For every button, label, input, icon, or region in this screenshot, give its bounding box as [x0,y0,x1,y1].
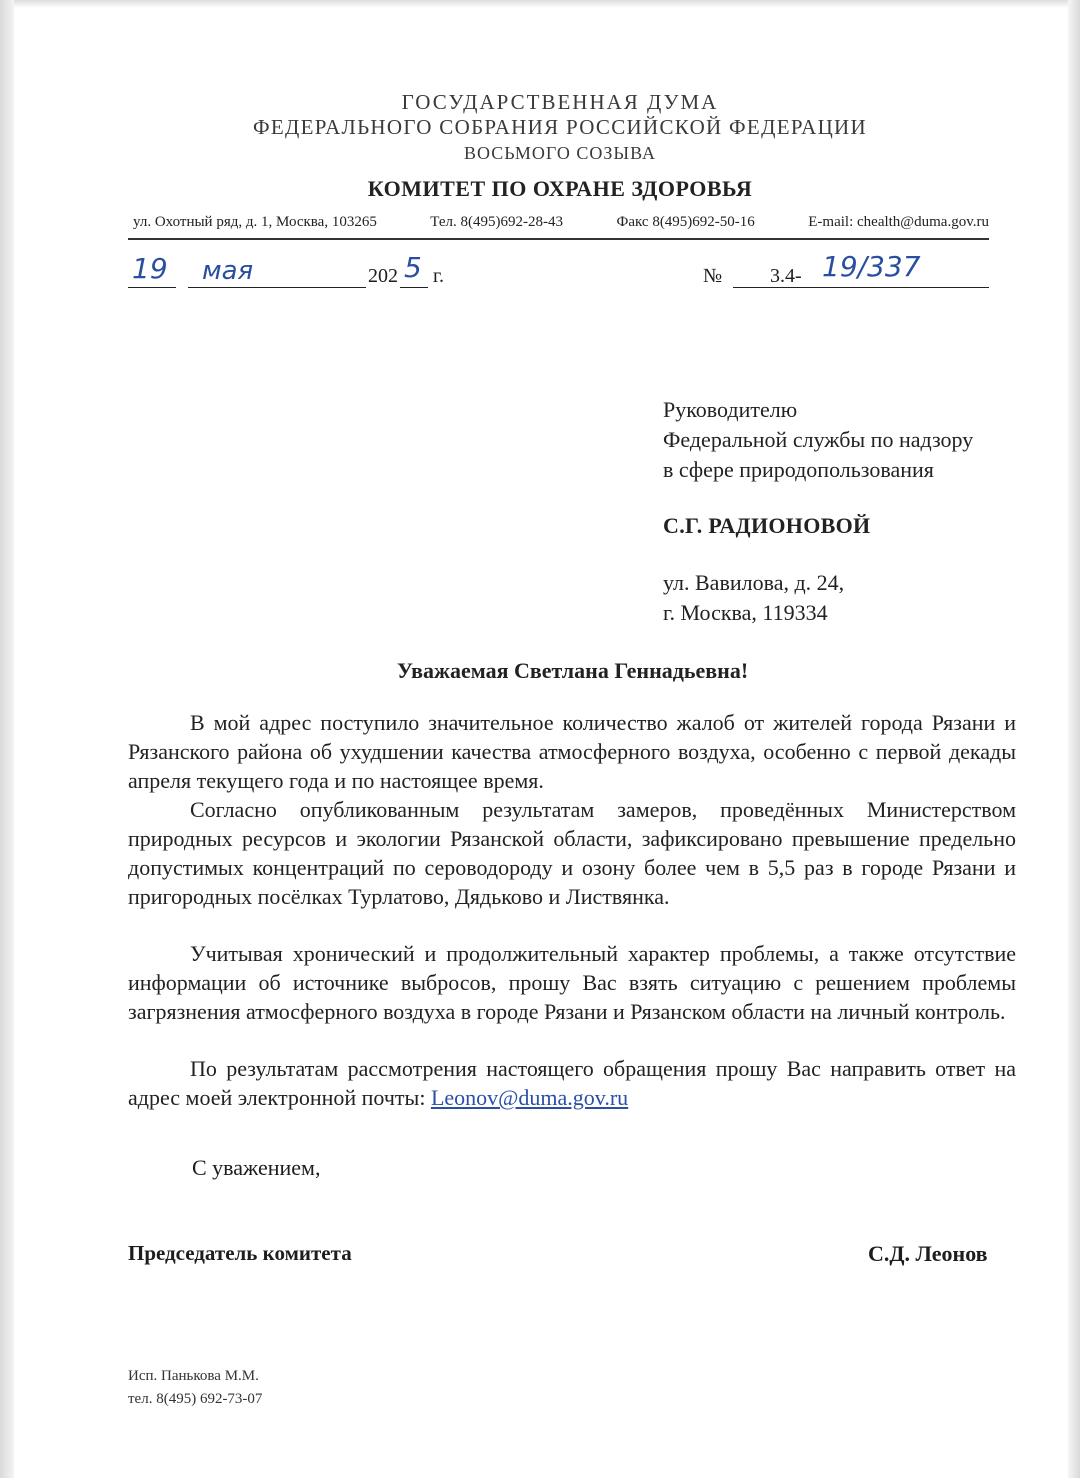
executor-phone: тел. 8(495) 692-73-07 [128,1391,263,1407]
recipient-line1: Руководителю [663,397,798,422]
recipient-address2: г. Москва, 119334 [663,600,828,625]
recipient-line2: Федеральной службы по надзору [663,427,974,452]
page-edge-top [0,0,1080,8]
number-handwritten: 19/337 [822,250,921,283]
contact-email: E-mail: chealth@duma.gov.ru [808,214,989,230]
contact-fax: Факс 8(495)692-50-16 [616,214,755,230]
contact-address: ул. Охотный ряд, д. 1, Москва, 103265 [133,214,377,230]
contact-phone: Тел. 8(495)692-28-43 [430,214,564,230]
date-day: 19 [132,252,168,285]
header-duma: ГОСУДАРСТВЕННАЯ ДУМА [401,90,719,114]
date-year-digit: 5 [404,251,422,284]
signature-position: Председатель комитета [128,1241,352,1265]
page-edge-left [0,0,14,1478]
executor-name: Исп. Панькова М.М. [128,1368,259,1384]
header-contacts [133,214,989,231]
header-federal-assembly: ФЕДЕРАЛЬНОГО СОБРАНИЯ РОССИЙСКОЙ ФЕДЕРАЦИИ [253,115,867,139]
page-edge-right [1068,0,1080,1478]
email-link[interactable]: Leonov@duma.gov.ru [430,1085,629,1110]
signature-name: С.Д. Леонов [868,1241,988,1266]
body-paragraph-2: Согласно опубликованным результатам замеров, проведённых Министерством природных ресурсов и экологии Рязанской области, зафиксировано превышение предельно допустимых концентраций по сероводороду и озону более чем в 5,5 раз в городе Рязани и пригородных посёлках Турлатово, Дядьково и Листвянка. [128,797,1016,909]
body-paragraph-1: В мой адрес поступило значительное количество жалоб от жителей города Рязани и Рязанского района об ухудшении качества атмосферного воздуха, особенно с первой декады апреля текущего года и по настоящее время. [128,710,1016,793]
date-year-suffix: г. [433,265,444,287]
recipient-name: С.Г. РАДИОНОВОЙ [663,513,871,538]
recipient-line3: в сфере природопользования [663,457,934,482]
date-year-line [400,287,428,288]
header-divider [128,238,989,240]
body-paragraph-3: Учитывая хронический и продолжительный характер проблемы, а также отсутствие информации об источнике выбросов, прошу Вас взять ситуацию с решением проблемы загрязнения атмосферного воздуха в городе Рязани и Рязанском области на личный контроль. [128,941,1016,1024]
number-sign: № [703,265,723,287]
date-year-prefix: 202 [368,265,398,287]
recipient-address1: ул. Вавилова, д. 24, [663,570,845,595]
date-day-line [128,287,176,288]
closing: С уважением, [192,1155,321,1180]
body-paragraph-4-text: По результатам рассмотрения настоящего обращения прошу Вас направить ответ на адрес моей электронной почты: [128,1056,1016,1110]
header-convocation: ВОСЬМОГО СОЗЫВА [464,143,656,163]
salutation: Уважаемая Светлана Геннадьевна! [396,658,749,683]
date-month: мая [202,256,254,286]
number-prefix: 3.4- [770,265,802,287]
body-paragraph-4 [128,1054,1016,1112]
number-line [733,287,989,288]
date-month-line [188,287,366,288]
header-committee: КОМИТЕТ ПО ОХРАНЕ ЗДОРОВЬЯ [367,176,753,201]
